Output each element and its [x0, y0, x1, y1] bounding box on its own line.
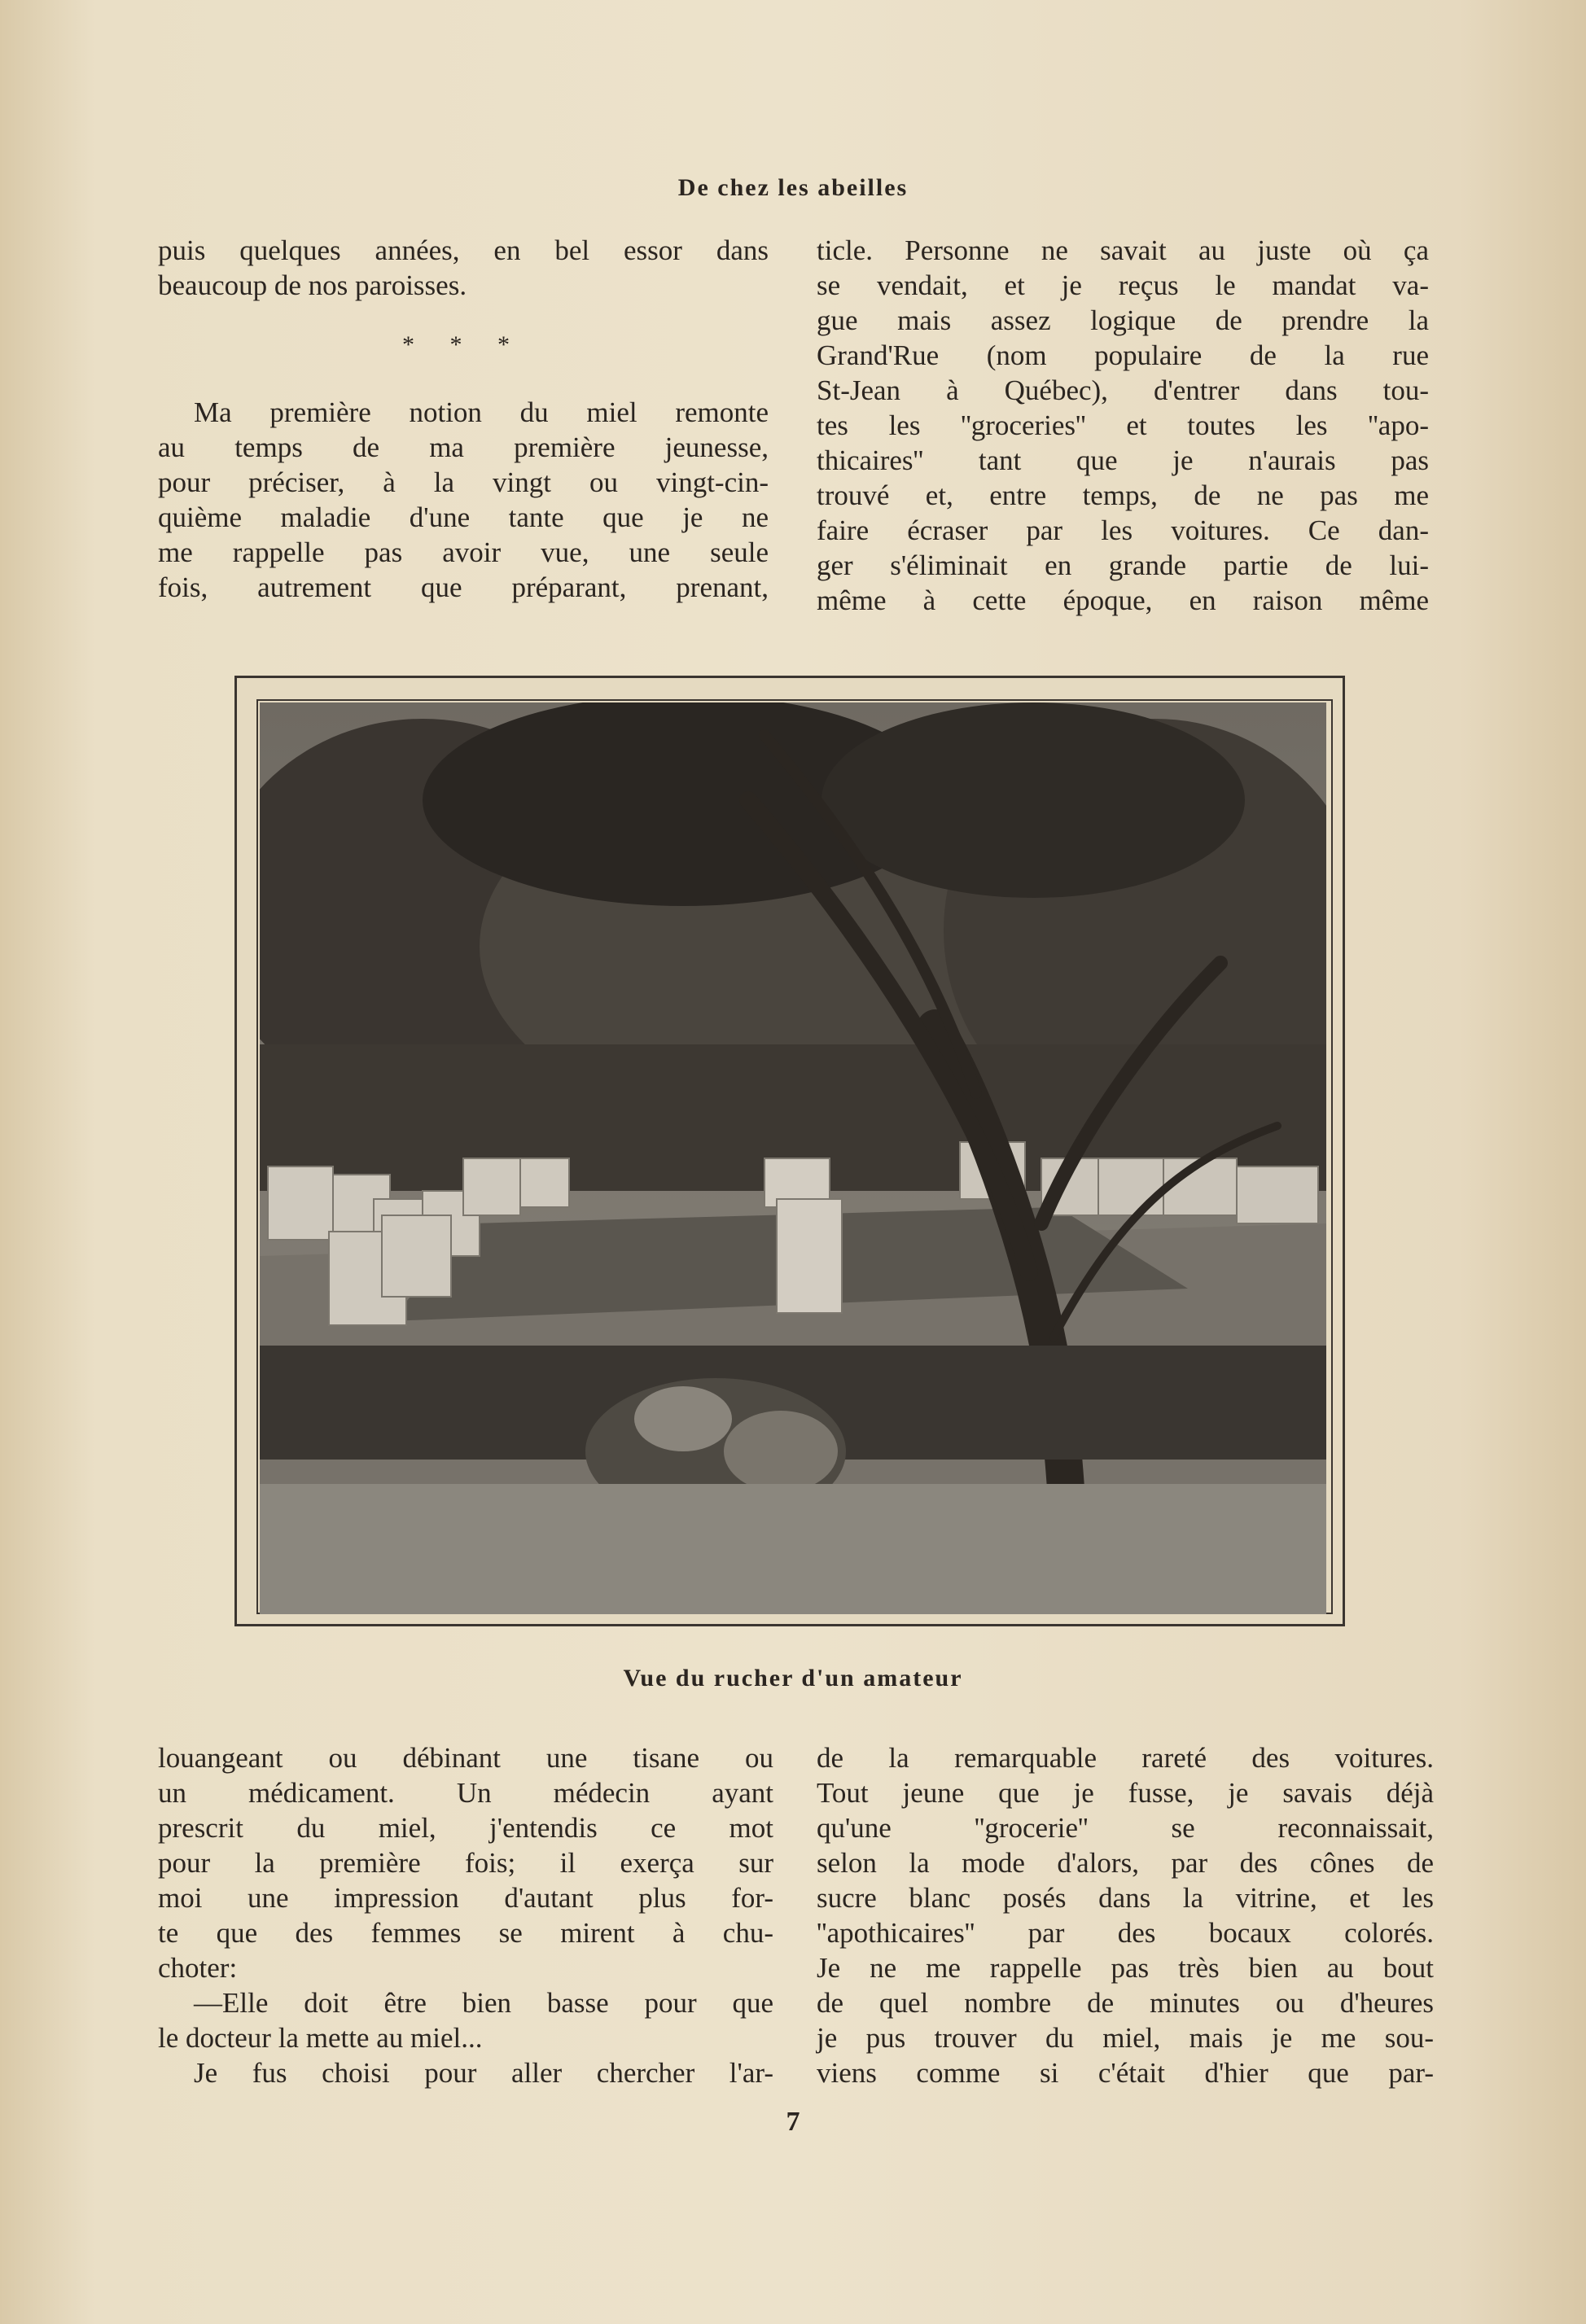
section-separator: * * *	[402, 331, 524, 358]
paragraph	[158, 395, 769, 605]
text-line: louangeant ou débinant une tisane ou	[158, 1742, 773, 1774]
text-line: même à cette époque, en raison même	[817, 584, 1429, 616]
text-line: un médicament. Un médecin ayant	[158, 1777, 773, 1809]
apiary-photo	[260, 702, 1326, 1614]
column-top-right	[817, 233, 1429, 618]
text-line: trouvé et, entre temps, de ne pas me	[817, 479, 1429, 511]
text-line: Grand'Rue (nom populaire de la rue	[817, 339, 1429, 371]
paragraph	[817, 233, 1429, 618]
text-line: de la remarquable rareté des voitures.	[817, 1742, 1434, 1774]
paragraph	[158, 2055, 773, 2090]
text-line: quième maladie d'une tante que je ne	[158, 501, 769, 533]
text-line: —Elle doit être bien basse pour que	[194, 1987, 773, 2019]
text-line: moi une impression d'autant plus for-	[158, 1882, 773, 1914]
text-line: sucre blanc posés dans la vitrine, et les	[817, 1882, 1434, 1914]
text-line: viens comme si c'était d'hier que par-	[817, 2057, 1434, 2089]
text-line: me rappelle pas avoir vue, une seule	[158, 536, 769, 568]
text-line: fois, autrement que préparant, prenant,	[158, 571, 769, 603]
text-line: qu'une ''grocerie'' se reconnaissait,	[817, 1812, 1434, 1844]
text-line: ger s'éliminait en grande partie de lui-	[817, 549, 1429, 581]
column-top-left	[158, 233, 769, 605]
text-line: thicaires'' tant que je n'aurais pas	[817, 444, 1429, 476]
text-line: ticle. Personne ne savait au juste où ça	[817, 234, 1429, 266]
text-line: Je ne me rappelle pas très bien au bout	[817, 1952, 1434, 1984]
page-number: 7	[786, 2107, 800, 2137]
text-line: Ma première notion du miel remonte	[194, 396, 769, 428]
text-line: je pus trouver du miel, mais je me sou-	[817, 2022, 1434, 2054]
text-line: te que des femmes se mirent à chu-	[158, 1917, 773, 1949]
paragraph	[817, 1740, 1434, 2090]
paragraph	[158, 1740, 773, 1985]
text-line: Tout jeune que je fusse, je savais déjà	[817, 1777, 1434, 1809]
text-line: St-Jean à Québec), d'entrer dans tou-	[817, 374, 1429, 406]
photo-caption: Vue du rucher d'un amateur	[623, 1665, 963, 1692]
text-line: choter:	[158, 1952, 238, 1984]
text-line: pour la première fois; il exerça sur	[158, 1847, 773, 1879]
paragraph	[158, 1985, 773, 2055]
paragraph	[158, 233, 769, 303]
text-line: le docteur la mette au miel...	[158, 2022, 483, 2054]
text-line: faire écraser par les voitures. Ce dan-	[817, 514, 1429, 546]
text-line: tes les ''groceries'' et toutes les ''apo-	[817, 409, 1429, 441]
text-line: pour préciser, à la vingt ou vingt-cin-	[158, 466, 769, 498]
column-bottom-left	[158, 1740, 773, 2090]
text-line: selon la mode d'alors, par des cônes de	[817, 1847, 1434, 1879]
foliage-mass	[821, 702, 1245, 898]
text-line: beaucoup de nos paroisses.	[158, 269, 467, 301]
hive-row-center	[765, 1158, 842, 1313]
text-line: prescrit du miel, j'entendis ce mot	[158, 1812, 773, 1844]
text-line: puis quelques années, en bel essor dans	[158, 234, 769, 266]
ground	[260, 1484, 1326, 1614]
running-head: De chez les abeilles	[677, 174, 909, 201]
rhubarb-leaf	[634, 1386, 732, 1451]
text-line: gue mais assez logique de prendre la	[817, 304, 1429, 336]
rhubarb-leaf	[724, 1411, 838, 1492]
text-line: Je fus choisi pour aller chercher l'ar-	[194, 2057, 773, 2089]
column-bottom-right	[817, 1740, 1434, 2090]
text-line: au temps de ma première jeunesse,	[158, 431, 769, 463]
text-line: se vendait, et je reçus le mandat va-	[817, 269, 1429, 301]
text-line: ''apothicaires'' par des bocaux colorés.	[817, 1917, 1434, 1949]
photo-frame	[234, 676, 1345, 1626]
text-line: de quel nombre de minutes ou d'heures	[817, 1987, 1434, 2019]
